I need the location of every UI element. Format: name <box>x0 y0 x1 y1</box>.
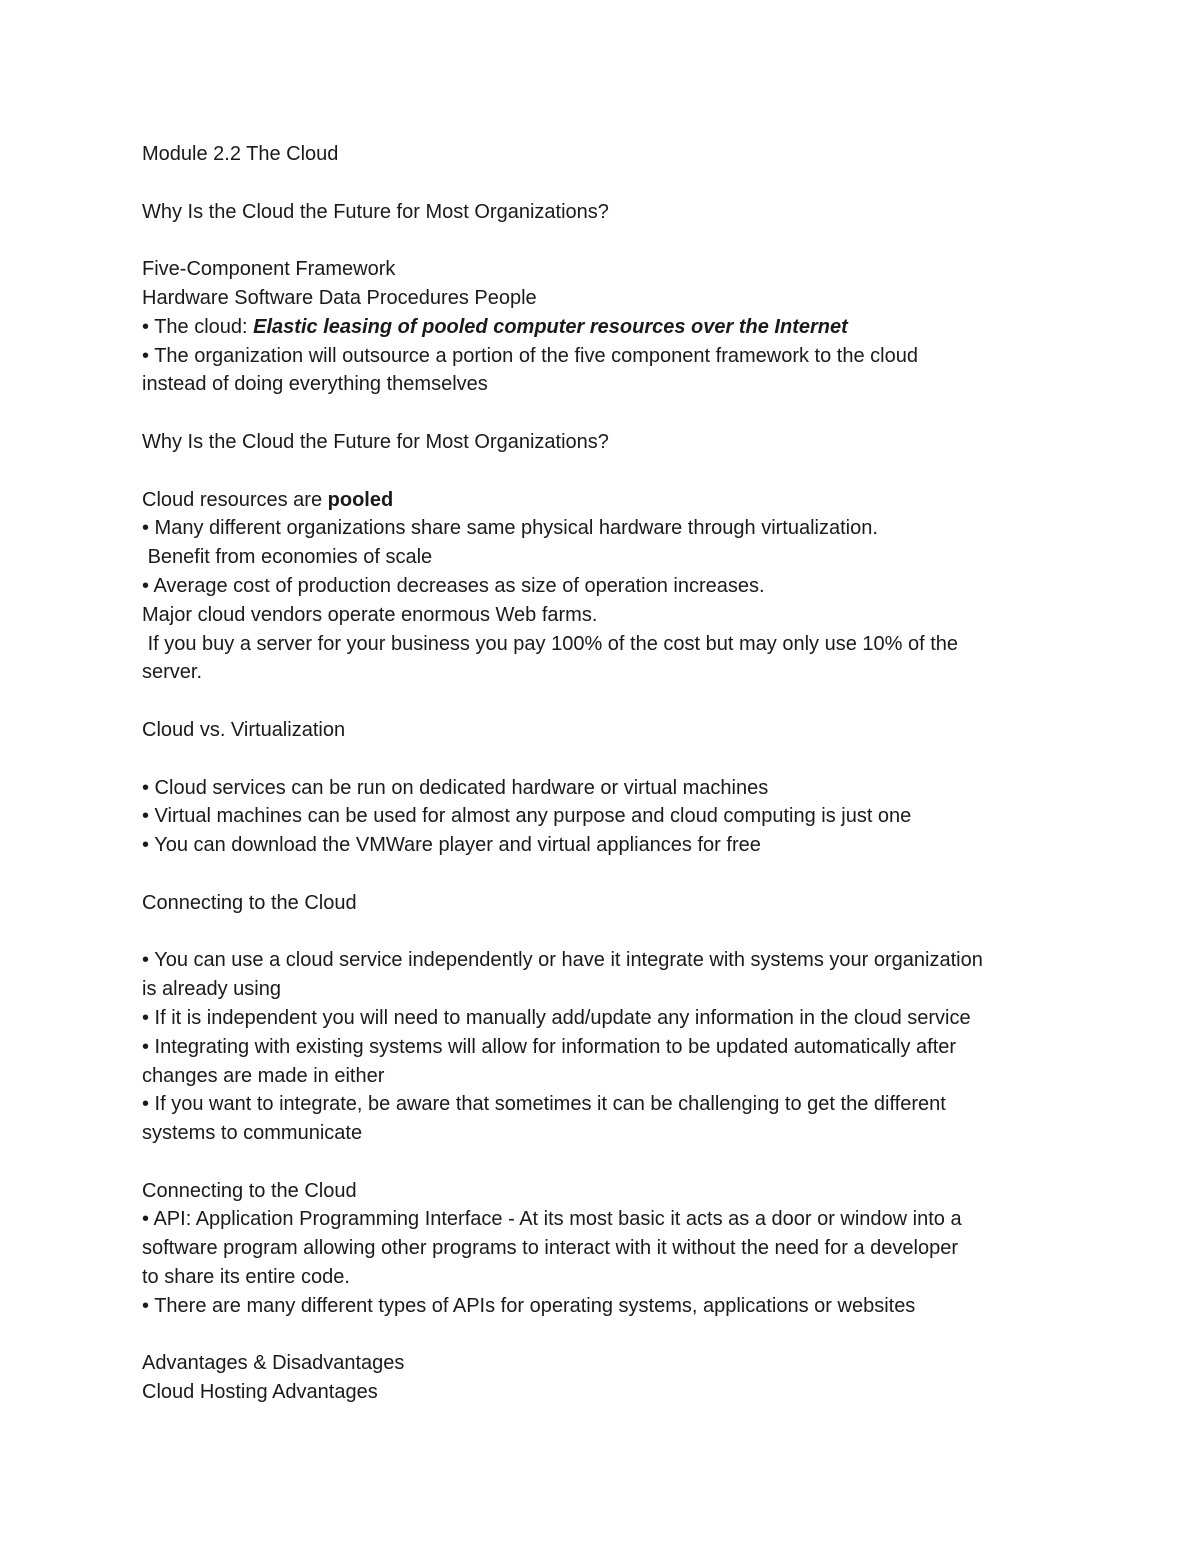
bullet-item: • There are many different types of APIs for operating systems, applications or websites <box>142 1294 916 1317</box>
bullet-item: • If you want to integrate, be aware that sometimes it can be challenging to get the different <box>142 1093 946 1116</box>
spacer <box>142 1321 1062 1350</box>
spacer <box>142 169 1062 198</box>
bullet-item-continued: to share its entire code. <box>142 1266 350 1289</box>
bullet-item-continued: is already using <box>142 978 281 1001</box>
section-heading: Why Is the Cloud the Future for Most Organizations? <box>142 430 609 453</box>
bullet-item-continued: systems to communicate <box>142 1122 363 1145</box>
cloud-definition-text: Elastic leasing of pooled computer resources over the Internet <box>253 315 848 338</box>
section-heading: Cloud vs. Virtualization <box>142 718 346 741</box>
document-title: Module 2.2 The Cloud <box>142 143 339 165</box>
section-heading: Advantages & Disadvantages <box>142 1352 405 1375</box>
bullet-item: • If it is independent you will need to manually add/update any information in the cloud service <box>142 1006 971 1029</box>
pooled-prefix: Cloud resources are <box>142 488 328 511</box>
server-line: If you buy a server for your business you pay 100% of the cost but may only use 10% of the <box>142 632 959 655</box>
spacer <box>142 1148 1062 1177</box>
section-heading: Connecting to the Cloud <box>142 1179 357 1202</box>
section-subheading: Cloud Hosting Advantages <box>142 1381 378 1404</box>
cloud-definition-prefix: • The cloud: <box>142 315 254 338</box>
bullet-item: • You can use a cloud service independently or have it integrate with systems your organization <box>142 949 983 972</box>
pooled-line <box>142 486 1062 515</box>
bullet-item: • Integrating with existing systems will allow for information to be updated automatically after <box>142 1035 957 1058</box>
cloud-definition-line <box>142 313 1062 342</box>
vendors-line: Major cloud vendors operate enormous Web farms. <box>142 603 598 626</box>
outsource-line: • The organization will outsource a portion of the five component framework to the cloud <box>142 344 918 367</box>
bullet-item: • API: Application Programming Interface - At its most basic it acts as a door or window into a <box>142 1208 962 1231</box>
economies-line: Benefit from economies of scale <box>142 546 433 569</box>
bullet-item-continued: changes are made in either <box>142 1064 385 1087</box>
virtualization-line: • Many different organizations share same physical hardware through virtualization. <box>142 517 878 540</box>
section-heading: Why Is the Cloud the Future for Most Organizations? <box>142 200 609 223</box>
spacer <box>142 745 1062 774</box>
bullet-item-continued: software program allowing other programs to interact with it without the need for a developer <box>142 1237 958 1260</box>
bullet-item: • You can download the VMWare player and virtual appliances for free <box>142 834 761 857</box>
spacer <box>142 457 1062 486</box>
spacer <box>142 687 1062 716</box>
cost-line: • Average cost of production decreases as size of operation increases. <box>142 574 765 597</box>
server-line-continued: server. <box>142 661 203 684</box>
section-heading: Connecting to the Cloud <box>142 891 357 914</box>
framework-title: Five-Component Framework <box>142 258 396 281</box>
spacer <box>142 918 1062 947</box>
spacer <box>142 399 1062 428</box>
bullet-item: • Cloud services can be run on dedicated hardware or virtual machines <box>142 776 769 799</box>
outsource-line-continued: instead of doing everything themselves <box>142 373 488 396</box>
pooled-word: pooled <box>327 488 394 511</box>
spacer <box>142 860 1062 889</box>
bullet-item: • Virtual machines can be used for almost any purpose and cloud computing is just one <box>142 805 912 828</box>
framework-components: Hardware Software Data Procedures People <box>142 286 537 309</box>
spacer <box>142 226 1062 255</box>
document-body <box>142 140 1062 1407</box>
